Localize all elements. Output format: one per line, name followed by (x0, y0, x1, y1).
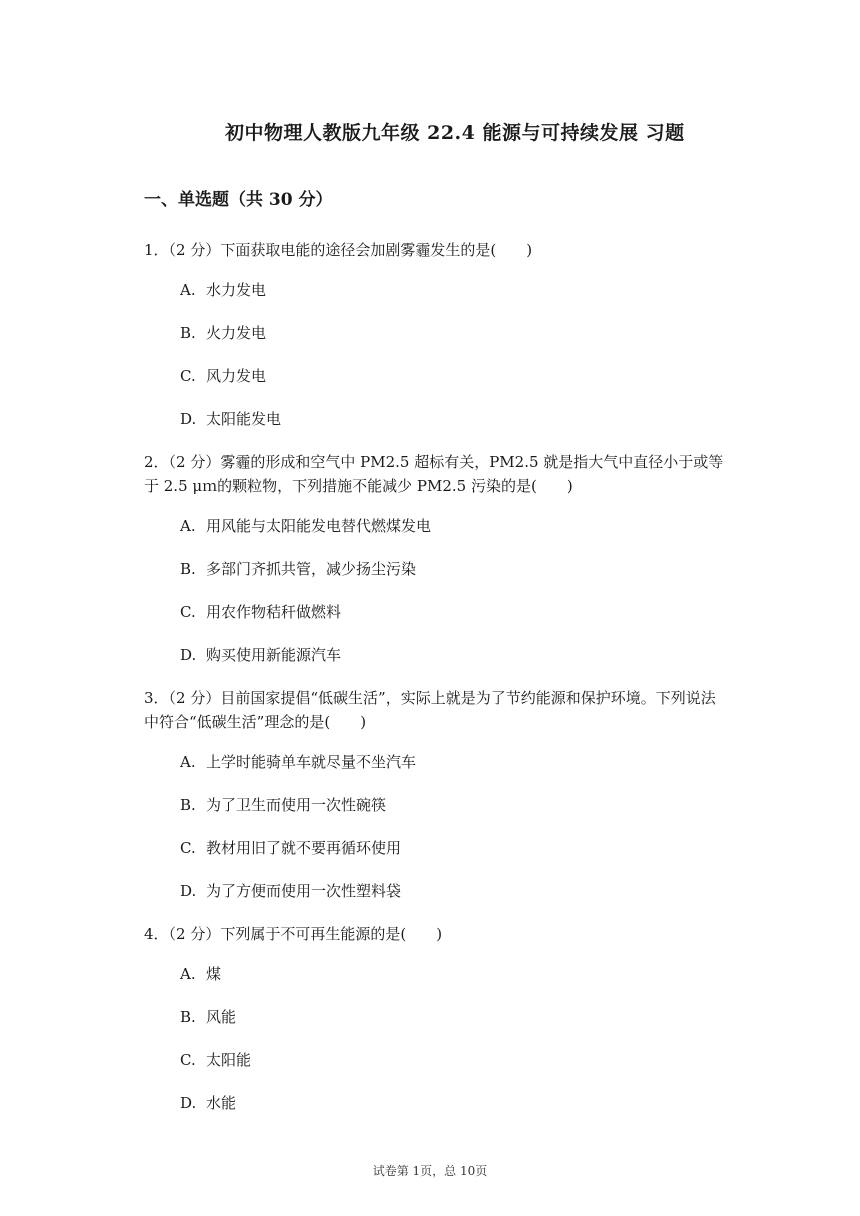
option-letter: A. (180, 965, 196, 983)
option-text: 风能 (206, 1008, 237, 1026)
option-text: 上学时能骑单车就尽量不坐汽车 (206, 753, 417, 771)
option-text: 煤 (206, 965, 222, 983)
option-c (144, 836, 724, 860)
option-text: 风力发电 (206, 367, 267, 385)
question-4 (144, 922, 724, 1115)
option-d (144, 1091, 724, 1115)
option-text: 太阳能 (206, 1051, 252, 1069)
option-letter: B. (180, 1008, 196, 1026)
option-letter: D. (180, 646, 197, 664)
option-a (144, 962, 724, 986)
option-letter: D. (180, 882, 197, 900)
option-letter: A. (180, 753, 196, 771)
question-stem: 1．（2 分）下面获取电能的途径会加剧雾霾发生的是( ) (144, 241, 533, 259)
question-3 (144, 686, 724, 903)
option-letter: B. (180, 324, 196, 342)
option-text: 水力发电 (206, 281, 267, 299)
page-footer: 试卷第 1页，总 10页 (372, 1164, 488, 1178)
question-stem: 4．（2 分）下列属于不可再生能源的是( ) (144, 925, 443, 943)
option-c (144, 600, 724, 624)
option-a (144, 514, 724, 538)
option-letter: C. (180, 603, 196, 621)
option-b (144, 557, 724, 581)
option-c (144, 1048, 724, 1072)
question-stem: 3．（2 分）目前国家提倡“低碳生活”，实际上就是为了节约能源和保护环境。下列说法中符合“低碳生活”理念的是( ) (144, 689, 716, 731)
option-text: 太阳能发电 (206, 410, 282, 428)
option-d (144, 879, 724, 903)
option-text: 水能 (206, 1094, 237, 1112)
option-letter: A. (180, 281, 196, 299)
option-text: 用风能与太阳能发电替代燃煤发电 (206, 517, 432, 535)
option-d (144, 407, 724, 431)
option-letter: C. (180, 1051, 196, 1069)
option-text: 购买使用新能源汽车 (206, 646, 342, 664)
option-b (144, 321, 724, 345)
option-letter: C. (180, 367, 196, 385)
question-1 (144, 238, 724, 431)
option-text: 为了卫生而使用一次性碗筷 (206, 796, 387, 814)
option-d (144, 643, 724, 667)
option-text: 为了方便而使用一次性塑料袋 (206, 882, 402, 900)
option-b (144, 1005, 724, 1029)
question-2 (144, 450, 724, 667)
option-a (144, 750, 724, 774)
option-a (144, 278, 724, 302)
section-heading: 一、单选题（共 30 分） (144, 190, 333, 210)
option-text: 火力发电 (206, 324, 267, 342)
option-letter: A. (180, 517, 196, 535)
option-letter: B. (180, 560, 196, 578)
option-letter: D. (180, 410, 197, 428)
option-text: 用农作物秸秆做燃料 (206, 603, 342, 621)
document-title: 初中物理人教版九年级 22.4 能源与可持续发展 习题 (225, 122, 685, 144)
option-text: 多部门齐抓共管，减少扬尘污染 (206, 560, 417, 578)
option-c (144, 364, 724, 388)
question-list (144, 238, 724, 1134)
option-letter: B. (180, 796, 196, 814)
option-letter: C. (180, 839, 196, 857)
option-b (144, 793, 724, 817)
option-letter: D. (180, 1094, 197, 1112)
question-stem: 2．（2 分）雾霾的形成和空气中 PM2.5 超标有关，PM2.5 就是指大气中直径小于或等于 2.5 μｍ的颗粒物，下列措施不能减少 PM2.5 污染的是( ) (144, 453, 724, 495)
option-text: 教材用旧了就不要再循环使用 (206, 839, 402, 857)
